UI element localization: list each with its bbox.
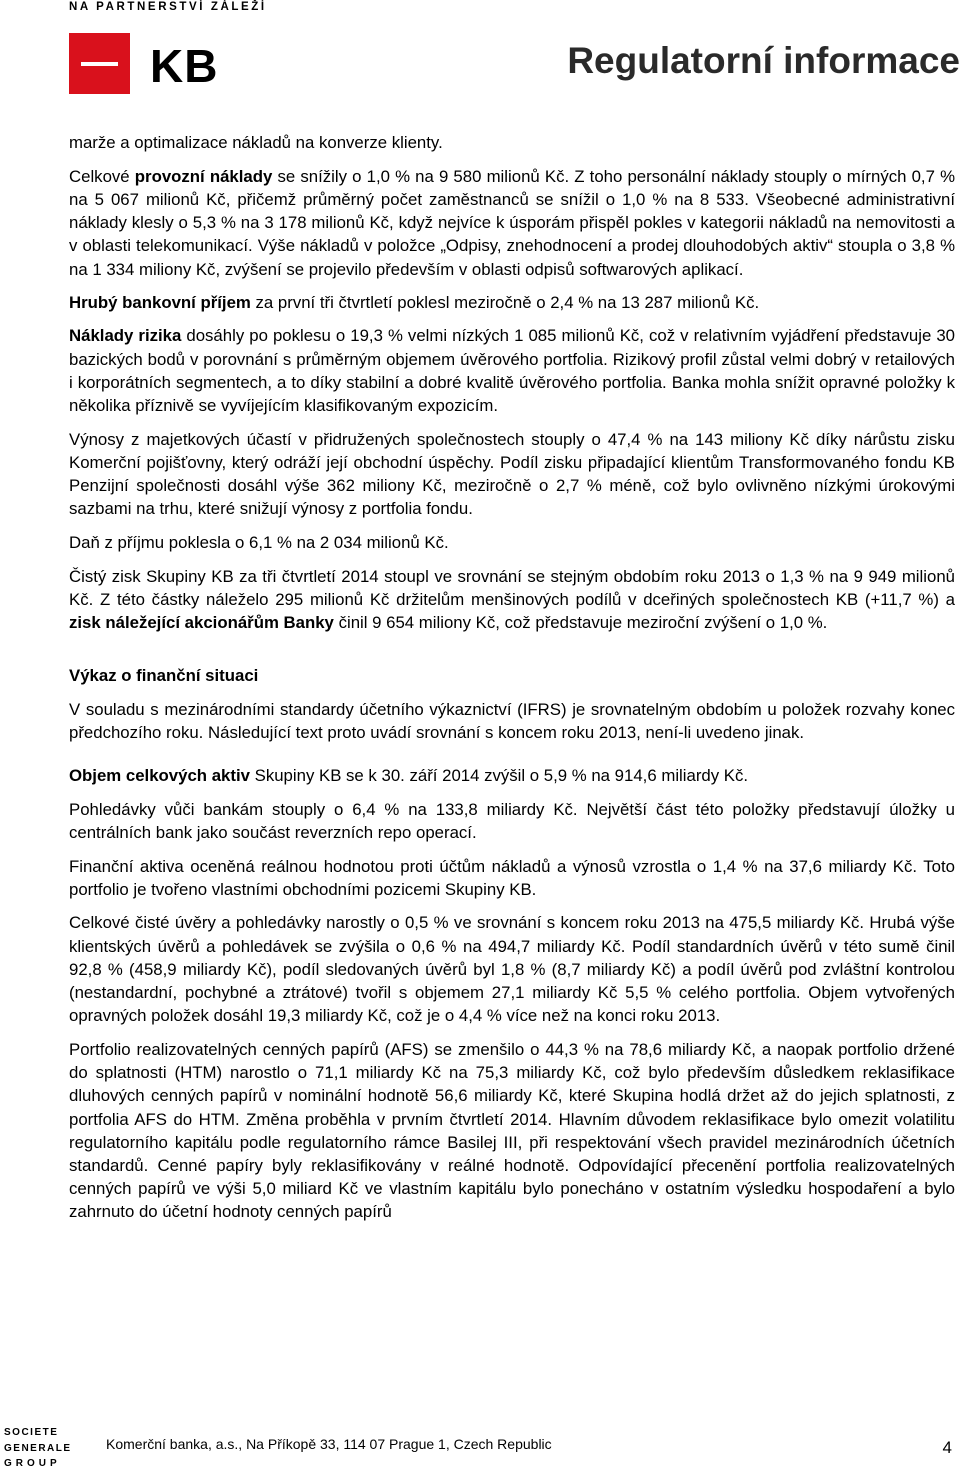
bold-term: Hrubý bankovní příjem — [69, 292, 251, 312]
paragraph-income-from-shares: Výnosy z majetkových účastí v přidružených společnostech stouply o 47,4 % na 143 miliony Kč díky nárůstu zisku Komerční pojišťovny, který odráží její obchodní úspěchy. Podíl zisku připadající klientům Transformovaného fondu KB Penzijní společnosti dosáhl výše 362 miliony Kč, meziročně o 2,7 % méně, což bylo ovlivněno nízkými úrokovými sazbami na trhu, které snižují výnosy z portfolia fondu. — [69, 429, 955, 519]
bold-term: Objem celkových aktiv — [69, 765, 250, 785]
document-title: Regulatorní informace — [567, 40, 960, 81]
kb-logo-icon — [69, 33, 130, 94]
section-heading: Výkaz o finanční situaci — [69, 666, 259, 686]
paragraph-net-profit: Čistý zisk Skupiny KB za tři čtvrtletí 2014 stoupl ve srovnání se stejným obdobím roku 2013 o 1,3 % na 9 949 milionů Kč. Z této částky náleželo 295 milionů Kč držitelům menšinových podílů v dceřiných společnostech KB (+11,7 %) a zisk náležející akcionářům Banky činil 9 654 miliony Kč, což představuje meziroční zvýšení o 1,0 %. — [69, 566, 955, 633]
paragraph-total-assets: Objem celkových aktiv Skupiny KB se k 30. září 2014 zvýšil o 5,9 % na 914,6 miliardy Kč. — [69, 765, 749, 785]
paragraph-ifrs: V souladu s mezinárodními standardy účetního výkaznictví (IFRS) je srovnatelným obdobím u položek rozvahy konec předchozího roku. Následující text proto uvádí srovnání s koncem roku 2013, není-li uvedeno jinak. — [69, 699, 955, 742]
societe-generale-logo: SOCIETE GENERALE GROUP — [4, 1427, 72, 1469]
bold-term: provozní náklady — [134, 166, 273, 186]
paragraph-operating-costs: Celkové provozní náklady se snížily o 1,0 % na 9 580 milionů Kč. Z toho personální náklady stouply o mírných 0,7 % na 5 067 milionů Kč, přičemž průměrný počet zaměstnanců se snížil o 1,0 % na 8 533. Všeobecné administrativní náklady klesly o 5,3 % na 3 178 milionů Kč, když nejvíce k úsporám přispěl pokles v kategorii nákladů na nemovitosti a v oblasti telekomunikací. Výše nákladů v položce „Odpisy, znehodnocení a prodej dlouhodobých aktiv“ stoupla o 3,8 % na 1 334 miliony Kč, zvýšení se projevilo především v oblasti odpisů softwarových aplikací. — [69, 166, 955, 279]
header-tagline: NA PARTNERSTVÍ ZÁLEŽÍ — [69, 1, 267, 13]
kb-logo-text: KB — [150, 40, 219, 92]
paragraph-securities: Portfolio realizovatelných cenných papírů (AFS) se zmenšilo o 44,3 % na 78,6 miliardy Kč, a naopak portfolio držené do splatnosti (HTM) narostlo o 71,1 miliardy Kč na 75,3 miliardy Kč, což bylo především důsledkem reklasifikace dluhových cenných papírů v nominální hodnotě 56,6 miliardy Kč, které Skupina hodlá držet až do jejich splatnosti, z portfolia AFS do HTM. Změna proběhla v prvním čtvrtletí 2014. Hlavním důvodem reklasifikace bylo omezit volatilitu regulatorního kapitálu podle regulatorního rámce Basilej III, při respektování všech pravidel mezinárodních účetních standardů. Cenné papíry byly reklasifikovány v reálné hodnotě. Odpovídající přecenění portfolia realizovatelných cenných papírů ve výši 5,0 miliard Kč ve vlastním kapitálu bylo ponecháno v ostatním výsledku hospodaření a bylo zahrnuto do účetní hodnoty cenných papírů — [69, 1040, 955, 1222]
footer-address: Komerční banka, a.s., Na Příkopě 33, 114 07 Prague 1, Czech Republic — [106, 1436, 552, 1452]
bold-term: Náklady rizika — [69, 326, 182, 346]
page-number: 4 — [942, 1438, 952, 1457]
paragraph-gross-income: Hrubý bankovní příjem za první tři čtvrtletí poklesl meziročně o 2,4 % na 13 287 milionů Kč. — [69, 292, 760, 312]
bold-term: zisk náležející akcionářům Banky — [69, 613, 334, 633]
paragraph-loans: Celkové čisté úvěry a pohledávky narostly o 0,5 % ve srovnání s koncem roku 2013 na 475,5 miliardy Kč. Hrubá výše klientských úvěrů a pohledávek se zvýšila o 0,6 % na 494,7 miliardy Kč. Podíl standardních úvěrů v této sumě činil 92,8 % (458,9 miliardy Kč), podíl sledovaných úvěrů byl 1,8 % (8,7 miliardy Kč) a podíl úvěrů pod zvláštní kontrolou (nestandardní, pochybné a ztrátové) tvořil s objemem 27,1 miliardy Kč 5,5 % celého portfolia. Objem vytvořených opravných položek dosáhl 19,3 miliardy Kč, což je o 4,4 % více než na konci roku 2013. — [69, 913, 955, 1026]
paragraph-risk-costs: Náklady rizika dosáhly po poklesu o 19,3 % velmi nízkých 1 085 milionů Kč, což v relativním vyjádření představuje 30 bazických bodů v porovnání s průměrným objemem úvěrového portfolia. Rizikový profil zůstal velmi dobrý v retailových i korporátních segmentech, a to díky stabilní a dobré kvalitě úvěrového portfolia. Banka mohla snížit opravné položky k několika příznivě se vyvíjejícím klasifikovaným expozicím. — [69, 326, 955, 416]
paragraph-financial-assets: Finanční aktiva oceněná reálnou hodnotou proti účtům nákladů a výnosů vzrostla o 1,4 % na 37,6 miliardy Kč. Toto portfolio je tvořeno vlastními obchodními pozicemi Skupiny KB. — [69, 856, 955, 899]
paragraph-1: marže a optimalizace nákladů na konverze klienty. — [69, 133, 443, 152]
paragraph-income-tax: Daň z příjmu poklesla o 6,1 % na 2 034 milionů Kč. — [69, 533, 449, 553]
paragraph-bank-receivables: Pohledávky vůči bankám stouply o 6,4 % na 133,8 miliardy Kč. Největší část této položky představují úložky u centrálních bank jako součást reverzních repo operací. — [69, 799, 955, 842]
document-body — [69, 131, 955, 1234]
